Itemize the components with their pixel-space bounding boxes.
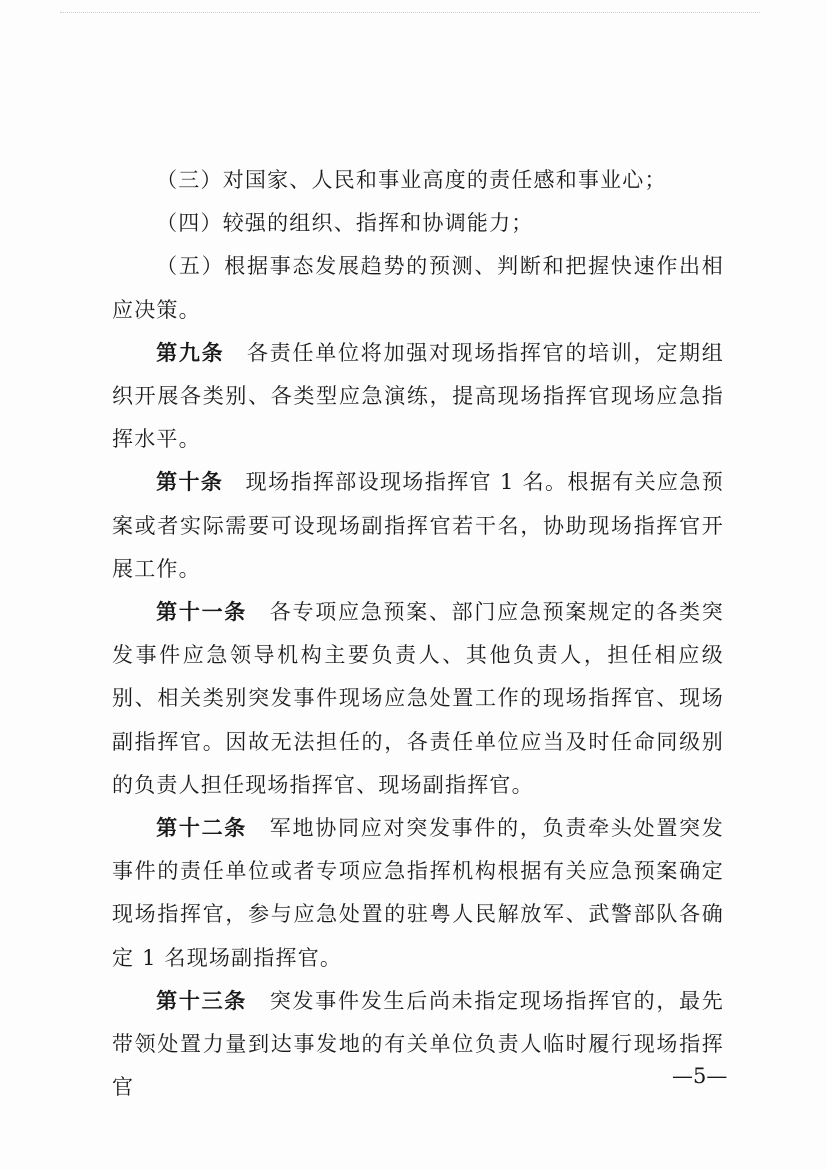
paragraph-item-4 — [112, 202, 724, 245]
paragraph-text: 各专项应急预案、部门应急预案规定的各类突发事件应急领导机构主要负责人、其他负责人，担任相应级别、相关类别突发事件现场应急处置工作的现场指挥官、现场副指挥官。因故无法担任的，各责任单位应当及时任命同级别的负责人担任现场指挥官、现场副指挥官。 — [112, 600, 724, 797]
article-heading: 第九条 — [156, 340, 225, 365]
paragraph-text: （四）较强的组织、指挥和协调能力； — [156, 211, 534, 236]
paragraph-article-12 — [112, 807, 724, 980]
paragraph-item-3 — [112, 159, 724, 202]
paragraph-article-9 — [112, 332, 724, 462]
document-body — [112, 159, 724, 1109]
article-heading: 第十条 — [156, 470, 224, 495]
paragraph-text: 突发事件发生后尚未指定现场指挥官的，最先带领处置力量到达事发地的有关单位负责人临时履行现场指挥官 — [112, 988, 724, 1100]
article-heading: 第十一条 — [156, 600, 248, 625]
paragraph-text: （三）对国家、人民和事业高度的责任感和事业心； — [156, 168, 667, 192]
page-number: —5— — [672, 1064, 728, 1088]
paragraph-item-5 — [112, 245, 724, 331]
article-heading: 第十二条 — [156, 816, 248, 841]
paragraph-text: 现场指挥部设现场指挥官 1 名。根据有关应急预案或者实际需要可设现场副指挥官若干名，协助现场指挥官开展工作。 — [112, 470, 724, 581]
paragraph-article-10 — [112, 461, 724, 591]
article-heading: 第十三条 — [156, 988, 248, 1013]
scan-edge-line — [60, 12, 760, 14]
paragraph-text: （五）根据事态发展趋势的预测、判断和把握快速作出相应决策。 — [112, 254, 724, 322]
paragraph-article-11 — [112, 591, 724, 807]
paragraph-text: 各责任单位将加强对现场指挥官的培训，定期组织开展各类别、各类型应急演练，提高现场指挥官现场应急指挥水平。 — [112, 340, 724, 452]
paragraph-article-13 — [112, 980, 724, 1110]
paragraph-text: 军地协同应对突发事件的，负责牵头处置突发事件的责任单位或者专项应急指挥机构根据有关应急预案确定现场指挥官，参与应急处置的驻粤人民解放军、武警部队各确定 1 名现场副指挥官。 — [112, 816, 724, 970]
